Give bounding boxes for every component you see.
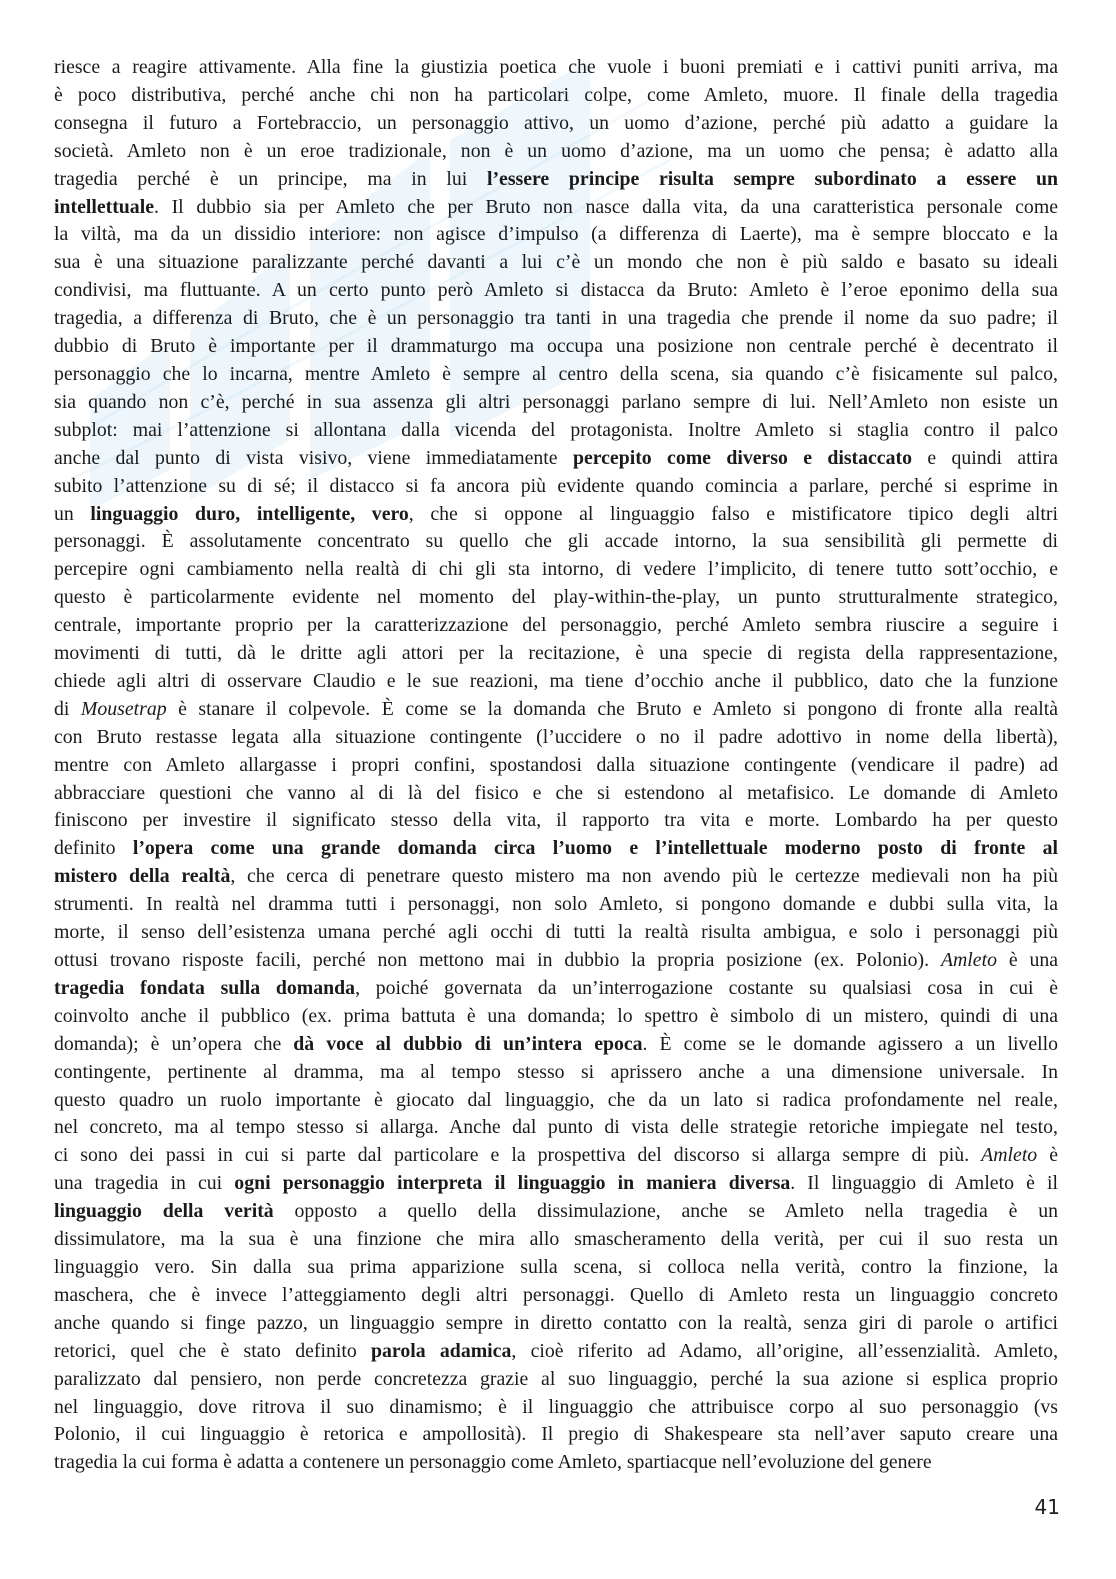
text-segment: nel linguaggio, dove ritrova il suo dinamismo; è il linguaggio che attribuisce corpo al suo personaggio (vs <box>54 1395 1058 1418</box>
text-segment: società. Amleto non è un eroe tradizionale, non è un uomo d’azione, ma un uomo che pensa; è adatto alla <box>54 139 1058 162</box>
bold-text: intellettuale <box>54 195 154 218</box>
text-line <box>54 612 1058 640</box>
text-line <box>54 947 1058 975</box>
text-line <box>54 1142 1058 1170</box>
text-line <box>54 528 1058 556</box>
text-segment: un <box>54 502 91 525</box>
text-segment: dubbio di Bruto è importante per il drammaturgo ma occupa una posizione non centrale perché è decentrato il <box>54 335 1058 358</box>
text-segment: riesce a reagire attivamente. Alla fine la giustizia poetica che vuole i buoni premiati e i cattivi puniti arriva, ma <box>54 56 1058 78</box>
text-line <box>54 417 1058 445</box>
bold-text: l’opera come una grande domanda circa l’uomo e l’intellettuale moderno posto di fronte al <box>132 837 1058 860</box>
text-segment: subito l’attenzione su di sé; il distacco si fa ancora più evidente quando comincia a parlare, perché si esprime in <box>54 474 1058 497</box>
text-line <box>54 584 1058 612</box>
text-segment: è stanare il colpevole. È come se la domanda che Bruto e Amleto si pongono di fronte alla realtà <box>166 697 1058 720</box>
text-segment: questo è particolarmente evidente nel momento del play-within-the-play, un punto strutturalmente strategico, <box>54 586 1058 609</box>
text-segment: dissimulatore, ma la sua è una finzione che mira allo smascheramento della verità, per cui il suo resta un <box>54 1228 1058 1251</box>
bold-text: l’essere principe risulta sempre subordinato a essere un <box>486 167 1058 190</box>
text-line <box>54 389 1058 417</box>
text-segment: anche dal punto di vista visivo, viene immediatamente <box>54 446 573 469</box>
text-line <box>54 110 1058 138</box>
text-line <box>54 305 1058 333</box>
text-line <box>54 249 1058 277</box>
text-segment: , che cerca di penetrare questo mistero ma non avendo più le certezze medievali non ha più <box>230 865 1058 888</box>
text-line <box>54 194 1058 222</box>
text-segment: . È come se le domande agissero a un livello <box>642 1032 1058 1055</box>
text-segment: strumenti. In realtà nel dramma tutti i personaggi, non solo Amleto, si pongono domande e dubbi sulla vita, la <box>54 893 1058 916</box>
text-segment: . Il linguaggio di Amleto è il <box>790 1172 1058 1195</box>
body-text <box>54 54 1058 1477</box>
text-segment: abbracciare questioni che vanno al di là del fisico e che si estendono al metafisico. Le domande di Amleto <box>54 781 1058 804</box>
bold-text: percepito come diverso e distaccato <box>572 446 912 469</box>
text-line <box>54 807 1058 835</box>
text-segment: contingente, pertinente al dramma, ma al tempo stesso si aprissero anche a una dimensione universale. In <box>54 1060 1058 1083</box>
text-line <box>54 780 1058 808</box>
text-line <box>54 54 1058 82</box>
text-line <box>54 640 1058 668</box>
text-segment: questo quadro un ruolo importante è giocato dal linguaggio, che da un lato si radica profondamente nel reale, <box>54 1088 1058 1111</box>
text-segment: è poco distributiva, perché anche chi non ha particolari colpe, come Amleto, muore. Il finale della tragedia <box>54 83 1058 106</box>
text-line <box>54 1114 1058 1142</box>
text-line <box>54 1059 1058 1087</box>
text-segment: una tragedia in cui <box>54 1172 235 1195</box>
text-segment: anche quando si finge pazzo, un linguaggio sempre in diretto contatto con la realtà, senza giri di parole o artifici <box>54 1311 1058 1334</box>
text-segment: condivisi, ma fluttuante. A un certo punto però Amleto si distacca da Bruto: Amleto è l’eroe eponimo della sua <box>54 279 1058 302</box>
bold-text: linguaggio duro, intelligente, vero <box>90 502 409 525</box>
text-segment: personaggi. È assolutamente concentrato su quello che gli accade intorno, la sua sensibilità gli permette di <box>54 530 1058 553</box>
text-line <box>54 1087 1058 1115</box>
text-line <box>54 1226 1058 1254</box>
text-line <box>54 891 1058 919</box>
text-line <box>54 724 1058 752</box>
text-line <box>54 1003 1058 1031</box>
text-segment: sia quando non c’è, perché in sua assenza gli altri personaggi parlano sempre di lui. Nell’Amleto non esiste un <box>54 390 1058 413</box>
text-segment: è una <box>996 949 1059 971</box>
text-segment: tragedia perché è un principe, ma in lui <box>54 167 487 190</box>
text-segment: maschera, che è invece l’atteggiamento degli altri personaggi. Quello di Amleto resta un linguaggio concreto <box>54 1283 1058 1306</box>
italic-text: Amleto <box>981 1144 1038 1167</box>
text-line <box>54 333 1058 361</box>
text-segment: consegna il futuro a Fortebraccio, un personaggio attivo, un uomo d’azione, perché più adatto a guidare la <box>54 111 1058 134</box>
text-segment: movimenti di tutti, dà le dritte agli attori per la recitazione, è una specie di regista della rappresentazione, <box>54 642 1058 665</box>
text-line <box>54 1338 1058 1366</box>
text-line <box>54 863 1058 891</box>
text-line <box>54 1310 1058 1338</box>
text-line <box>54 1449 1058 1477</box>
bold-text: linguaggio della verità <box>54 1200 274 1223</box>
text-segment: nel concreto, ma al tempo stesso si allarga. Anche dal punto di vista delle strategie retoriche impiegate nel testo, <box>54 1116 1058 1139</box>
bold-text: parola adamica <box>371 1339 512 1362</box>
text-line <box>54 221 1058 249</box>
text-line <box>54 1421 1058 1449</box>
text-segment: subplot: mai l’attenzione si allontana dalla vicenda del protagonista. Inoltre Amleto si staglia contro il palco <box>54 418 1058 441</box>
text-line <box>54 1282 1058 1310</box>
text-line <box>54 1394 1058 1422</box>
bold-text: mistero della realtà <box>54 865 231 888</box>
text-segment: è <box>1037 1144 1059 1167</box>
text-line <box>54 835 1058 863</box>
text-segment: e quindi attira <box>911 446 1059 469</box>
text-segment: ci sono dei passi in cui si parte dal particolare e la prospettiva del discorso si allarga sempre di più. <box>54 1144 982 1167</box>
text-line <box>54 752 1058 780</box>
text-line <box>54 1366 1058 1394</box>
text-segment: tragedia, a differenza di Bruto, che è un personaggio tra tanti in una tragedia che prende il nome da suo padre; il <box>54 307 1058 330</box>
text-segment: paralizzato dal pensiero, non perde concretezza grazie al suo linguaggio, perché la sua azione si esplica proprio <box>54 1367 1058 1390</box>
text-segment: definito <box>54 837 133 860</box>
text-segment: , cioè riferito ad Adamo, all’origine, all’essenzialità. Amleto, <box>511 1339 1059 1362</box>
page-number: 41 <box>1034 1495 1060 1519</box>
text-segment: , che si oppone al linguaggio falso e mistificatore tipico degli altri <box>408 502 1058 525</box>
text-line <box>54 501 1058 529</box>
text-line <box>54 445 1058 473</box>
text-segment: chiede agli altri di osservare Claudio e le sue reazioni, ma tiene d’occhio anche il pubblico, dato che la funzione <box>54 669 1058 692</box>
text-line <box>54 277 1058 305</box>
text-line <box>54 138 1058 166</box>
text-segment: retorici, quel che è stato definito <box>54 1339 372 1362</box>
text-segment: domanda); è un’opera che <box>54 1032 294 1055</box>
text-segment: linguaggio vero. Sin dalla sua prima apparizione sulla scena, si colloca nella verità, contro la finzione, la <box>54 1255 1058 1278</box>
text-segment: con Bruto restasse legata alla situazione contingente (l’uccidere o no il padre adottivo in nome della libertà), <box>54 725 1058 748</box>
italic-text: Mousetrap <box>80 697 167 720</box>
text-line <box>54 1198 1058 1226</box>
text-line <box>54 361 1058 389</box>
text-line <box>54 919 1058 947</box>
text-line <box>54 1170 1058 1198</box>
text-segment: percepire ogni cambiamento nella realtà di chi gli sta intorno, di vedere l’implicito, di tenere tutto sott’occhio, e <box>54 558 1058 581</box>
text-segment: ottusi trovano risposte facili, perché non mettono mai in dubbio la propria posizione (ex. Polonio). <box>54 949 941 971</box>
text-segment: , poiché governata da un’interrogazione costante su qualsiasi cosa in cui è <box>355 976 1058 999</box>
text-line <box>54 556 1058 584</box>
bold-text: ogni personaggio interpreta il linguaggio in maniera diversa <box>234 1172 791 1195</box>
text-line <box>54 696 1058 724</box>
text-line <box>54 473 1058 501</box>
text-segment: centrale, importante proprio per la caratterizzazione del personaggio, perché Amleto sembra riuscire a seguire i <box>54 614 1058 637</box>
text-line <box>54 82 1058 110</box>
text-segment: sua è una situazione paralizzante perché davanti a lui c’è un mondo che non è più saldo e basato su ideali <box>54 251 1058 274</box>
text-segment: la viltà, ma da un dissidio interiore: non agisce d’impulso (a differenza di Laerte), ma è sempre bloccato e la <box>54 223 1058 246</box>
text-segment: di <box>54 697 81 720</box>
text-segment: coinvolto anche il pubblico (ex. prima battuta è una domanda; lo spettro è simbolo di un mistero, quindi di una <box>54 1004 1058 1027</box>
text-segment: opposto a quello della dissimulazione, anche se Amleto nella tragedia è un <box>273 1200 1058 1223</box>
text-segment: Polonio, il cui linguaggio è retorica e ampollosità). Il pregio di Shakespeare sta nell’aver saputo creare una <box>54 1423 1058 1446</box>
text-line <box>54 975 1058 1003</box>
bold-text: tragedia fondata sulla domanda <box>54 976 356 999</box>
text-line <box>54 668 1058 696</box>
italic-text: Amleto <box>940 949 997 971</box>
text-segment: finiscono per investire il significato stesso della vita, il rapporto tra vita e morte. Lombardo ha per questo <box>54 809 1058 832</box>
text-segment: personaggio che lo incarna, mentre Amleto è sempre al centro della scena, sia quando c’è fisicamente sul palco, <box>54 362 1058 385</box>
text-line <box>54 166 1058 194</box>
text-segment: mentre con Amleto allargasse i propri confini, spostandosi dalla situazione contingente (vendicare il padre) ad <box>54 753 1058 776</box>
text-line <box>54 1254 1058 1282</box>
text-line <box>54 1031 1058 1059</box>
bold-text: dà voce al dubbio di un’intera epoca <box>293 1032 643 1055</box>
text-segment: . Il dubbio sia per Amleto che per Bruto non nasce dalla vita, da una caratteristica personale come <box>153 195 1058 218</box>
text-segment: tragedia la cui forma è adatta a contenere un personaggio come Amleto, spartiacque nell’evoluzione del genere <box>54 1451 932 1474</box>
text-segment: morte, il senso dell’esistenza umana perché agli occhi di tutti la realtà risulta ambigua, e solo i personaggi più <box>54 921 1058 944</box>
